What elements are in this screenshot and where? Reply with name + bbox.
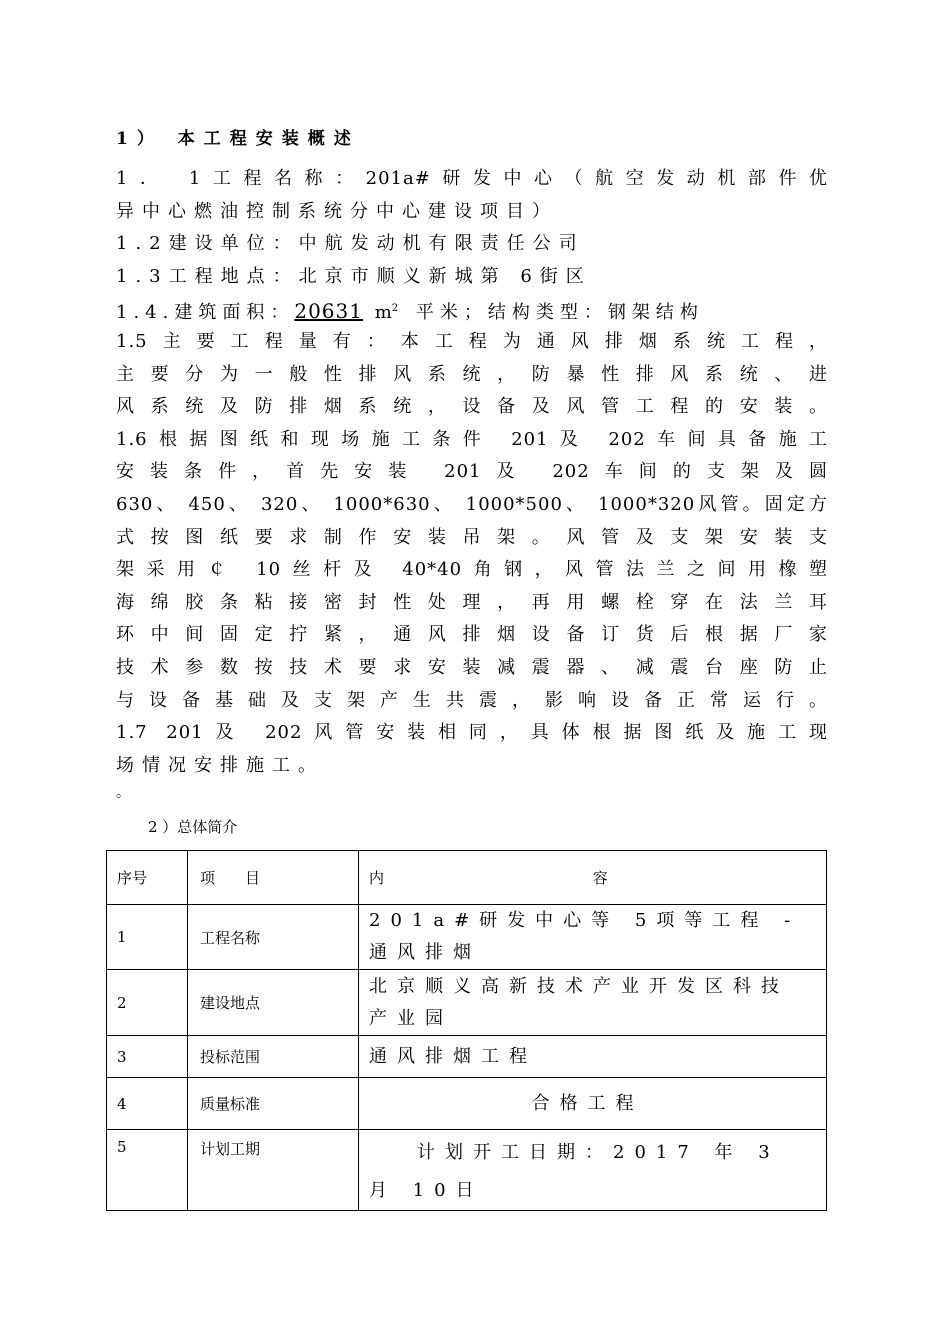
section-heading: 1） 本工程安装概述 <box>116 129 360 149</box>
header-content <box>359 851 827 905</box>
row-item: 工程名称 <box>188 905 359 970</box>
section-2-title: 2 ）总体简介 <box>148 818 238 836</box>
row-no: 4 <box>107 1078 188 1130</box>
row-no: 5 <box>107 1130 188 1211</box>
overview-line: 1.7 201及 202风管安装相同，具体根据图纸及施工现 <box>116 722 828 744</box>
overview-line: 环中间固定拧紧，通风排烟设备订货后根据厂家 <box>116 624 828 646</box>
row-item: 投标范围 <box>188 1036 359 1078</box>
table-header-row <box>107 851 827 905</box>
row-content: 计划开工日期：2017 年 3月 10日 <box>359 1130 827 1211</box>
row-item: 建设地点 <box>188 970 359 1036</box>
table-row <box>107 970 827 1036</box>
area-unit: m <box>374 302 392 324</box>
row-item: 计划工期 <box>188 1130 359 1211</box>
overview-line: 场情况安排施工。 <box>116 754 324 776</box>
row-no: 1 <box>107 905 188 970</box>
table-row <box>107 1036 827 1078</box>
area-tail: 平米；结构类型：钢架结构 <box>415 302 704 324</box>
overview-line: 风系统及防排烟系统，设备及风管工程的安装。 <box>116 396 828 418</box>
overview-line: 异中心燃油控制系统分中心建设项目） <box>116 200 558 222</box>
header-content-part1: 内 <box>369 868 395 887</box>
table-row <box>107 905 827 970</box>
overview-line: 630、 450、 320、 1000*630、 1000*500、 1000*320风管。固定方 <box>116 493 828 515</box>
header-item: 项 目 <box>188 851 359 905</box>
row-no: 2 <box>107 970 188 1036</box>
trailing-mark: 。 <box>116 785 130 801</box>
row-content: 合格工程 <box>359 1078 827 1130</box>
row-content: 通风排烟工程 <box>359 1036 827 1078</box>
overview-line: 主要分为一般性排风系统，防暴性排风系统、进 <box>116 363 828 385</box>
area-unit-superscript: 2 <box>391 303 405 315</box>
overview-line: 技术参数按技术要求安装减震器、减震台座防止 <box>116 656 828 678</box>
table-row <box>107 1078 827 1130</box>
overview-line: 架采用￠ 10丝杆及 40*40角钢，风管法兰之间用橡塑 <box>116 559 828 581</box>
row-content: 201a#研发中心等 5项等工程 -通风排烟 <box>359 905 827 970</box>
overview-line: 海绵胶条粘接密封性处理，再用螺栓穿在法兰耳 <box>116 591 828 613</box>
project-overview-paragraph <box>116 163 828 782</box>
overview-line: 1． 1工程名称：201a#研发中心（航空发动机部件优 <box>116 168 828 189</box>
table-row <box>107 1130 827 1211</box>
overview-line: 1.2建设单位：中航发动机有限责任公司 <box>116 233 585 255</box>
row-no: 3 <box>107 1036 188 1078</box>
building-area-line <box>116 293 828 326</box>
row-content: 北京顺义高新技术产业开发区科技产业园 <box>359 970 827 1036</box>
overview-line: 与设备基础及支架产生共震，影响设备正常运行。 <box>116 689 828 711</box>
overview-line: 1.6根据图纸和现场施工条件 201及 202车间具备施工 <box>116 428 828 450</box>
header-no: 序号 <box>107 851 188 905</box>
overview-line: 1.3工程地点：北京市顺义新城第 6街区 <box>116 265 592 287</box>
row-item: 质量标准 <box>188 1078 359 1130</box>
summary-table <box>106 850 827 1211</box>
area-label: 1.4.建筑面积： <box>116 302 295 324</box>
overview-line: 安装条件，首先安装 201及 202车间的支架及圆 <box>116 461 828 483</box>
header-content-part2: 容 <box>592 868 618 887</box>
overview-line: 式按图纸要求制作安装吊架。风管及支架安装支 <box>116 526 828 548</box>
area-value: 20631 <box>294 299 363 324</box>
overview-line: 1.5主要工程量有：本工程为通风排烟系统工程， <box>116 330 828 352</box>
